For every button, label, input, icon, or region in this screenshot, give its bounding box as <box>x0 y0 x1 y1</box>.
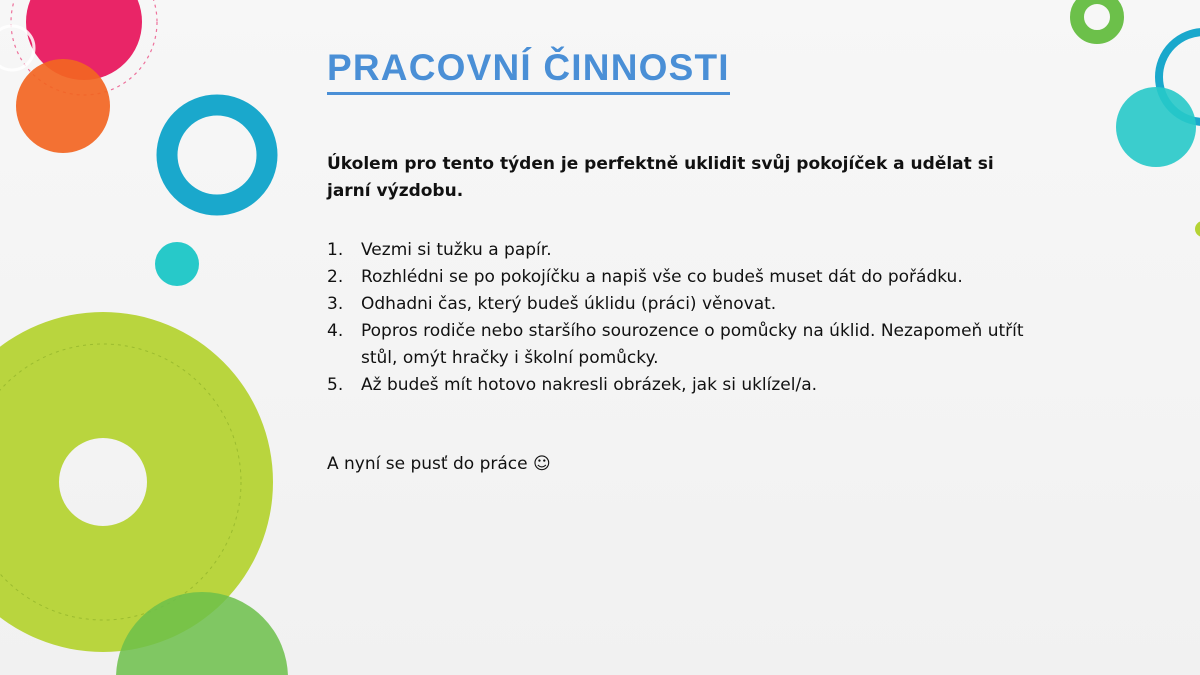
task-text: Vezmi si tužku a papír. <box>361 240 552 260</box>
task-number: 5. <box>327 375 344 395</box>
turquoise-dot-left <box>155 242 199 286</box>
turquoise-circle-right <box>1116 87 1196 167</box>
orange-circle <box>16 59 110 153</box>
lime-dot-right-edge <box>1195 221 1200 237</box>
task-list <box>327 237 1047 399</box>
task-text: Až budeš mít hotovo nakresli obrázek, jak si uklízel/a. <box>361 375 818 395</box>
task-item <box>327 264 1047 291</box>
task-item <box>327 291 1047 318</box>
intro-text: Úkolem pro tento týden je perfektně uklidit svůj pokojíček a udělat si jarní výzdobu. <box>327 154 994 201</box>
slide-content <box>327 44 1047 478</box>
task-number: 1. <box>327 240 344 260</box>
task-item <box>327 318 1047 372</box>
task-item <box>327 372 1047 399</box>
slide-title: PRACOVNÍ ČINNOSTI <box>327 44 730 95</box>
task-text: Odhadni čas, který budeš úklidu (práci) věnovat. <box>361 294 777 314</box>
task-item <box>327 237 1047 264</box>
cyan-ring-left <box>167 105 267 205</box>
outro-text: A nyní se pusť do práce ☺ <box>327 454 551 474</box>
green-ring-top-right <box>1077 0 1117 37</box>
task-number: 2. <box>327 267 344 287</box>
task-number: 3. <box>327 294 344 314</box>
task-number: 4. <box>327 321 344 341</box>
task-text: Popros rodiče nebo staršího sourozence o pomůcky na úklid. Nezapomeň utřít stůl, omýt hračky i školní pomůcky. <box>361 321 1024 368</box>
white-ring-top-left <box>0 26 34 70</box>
task-text: Rozhlédni se po pokojíčku a napiš vše co budeš muset dát do pořádku. <box>361 267 963 287</box>
